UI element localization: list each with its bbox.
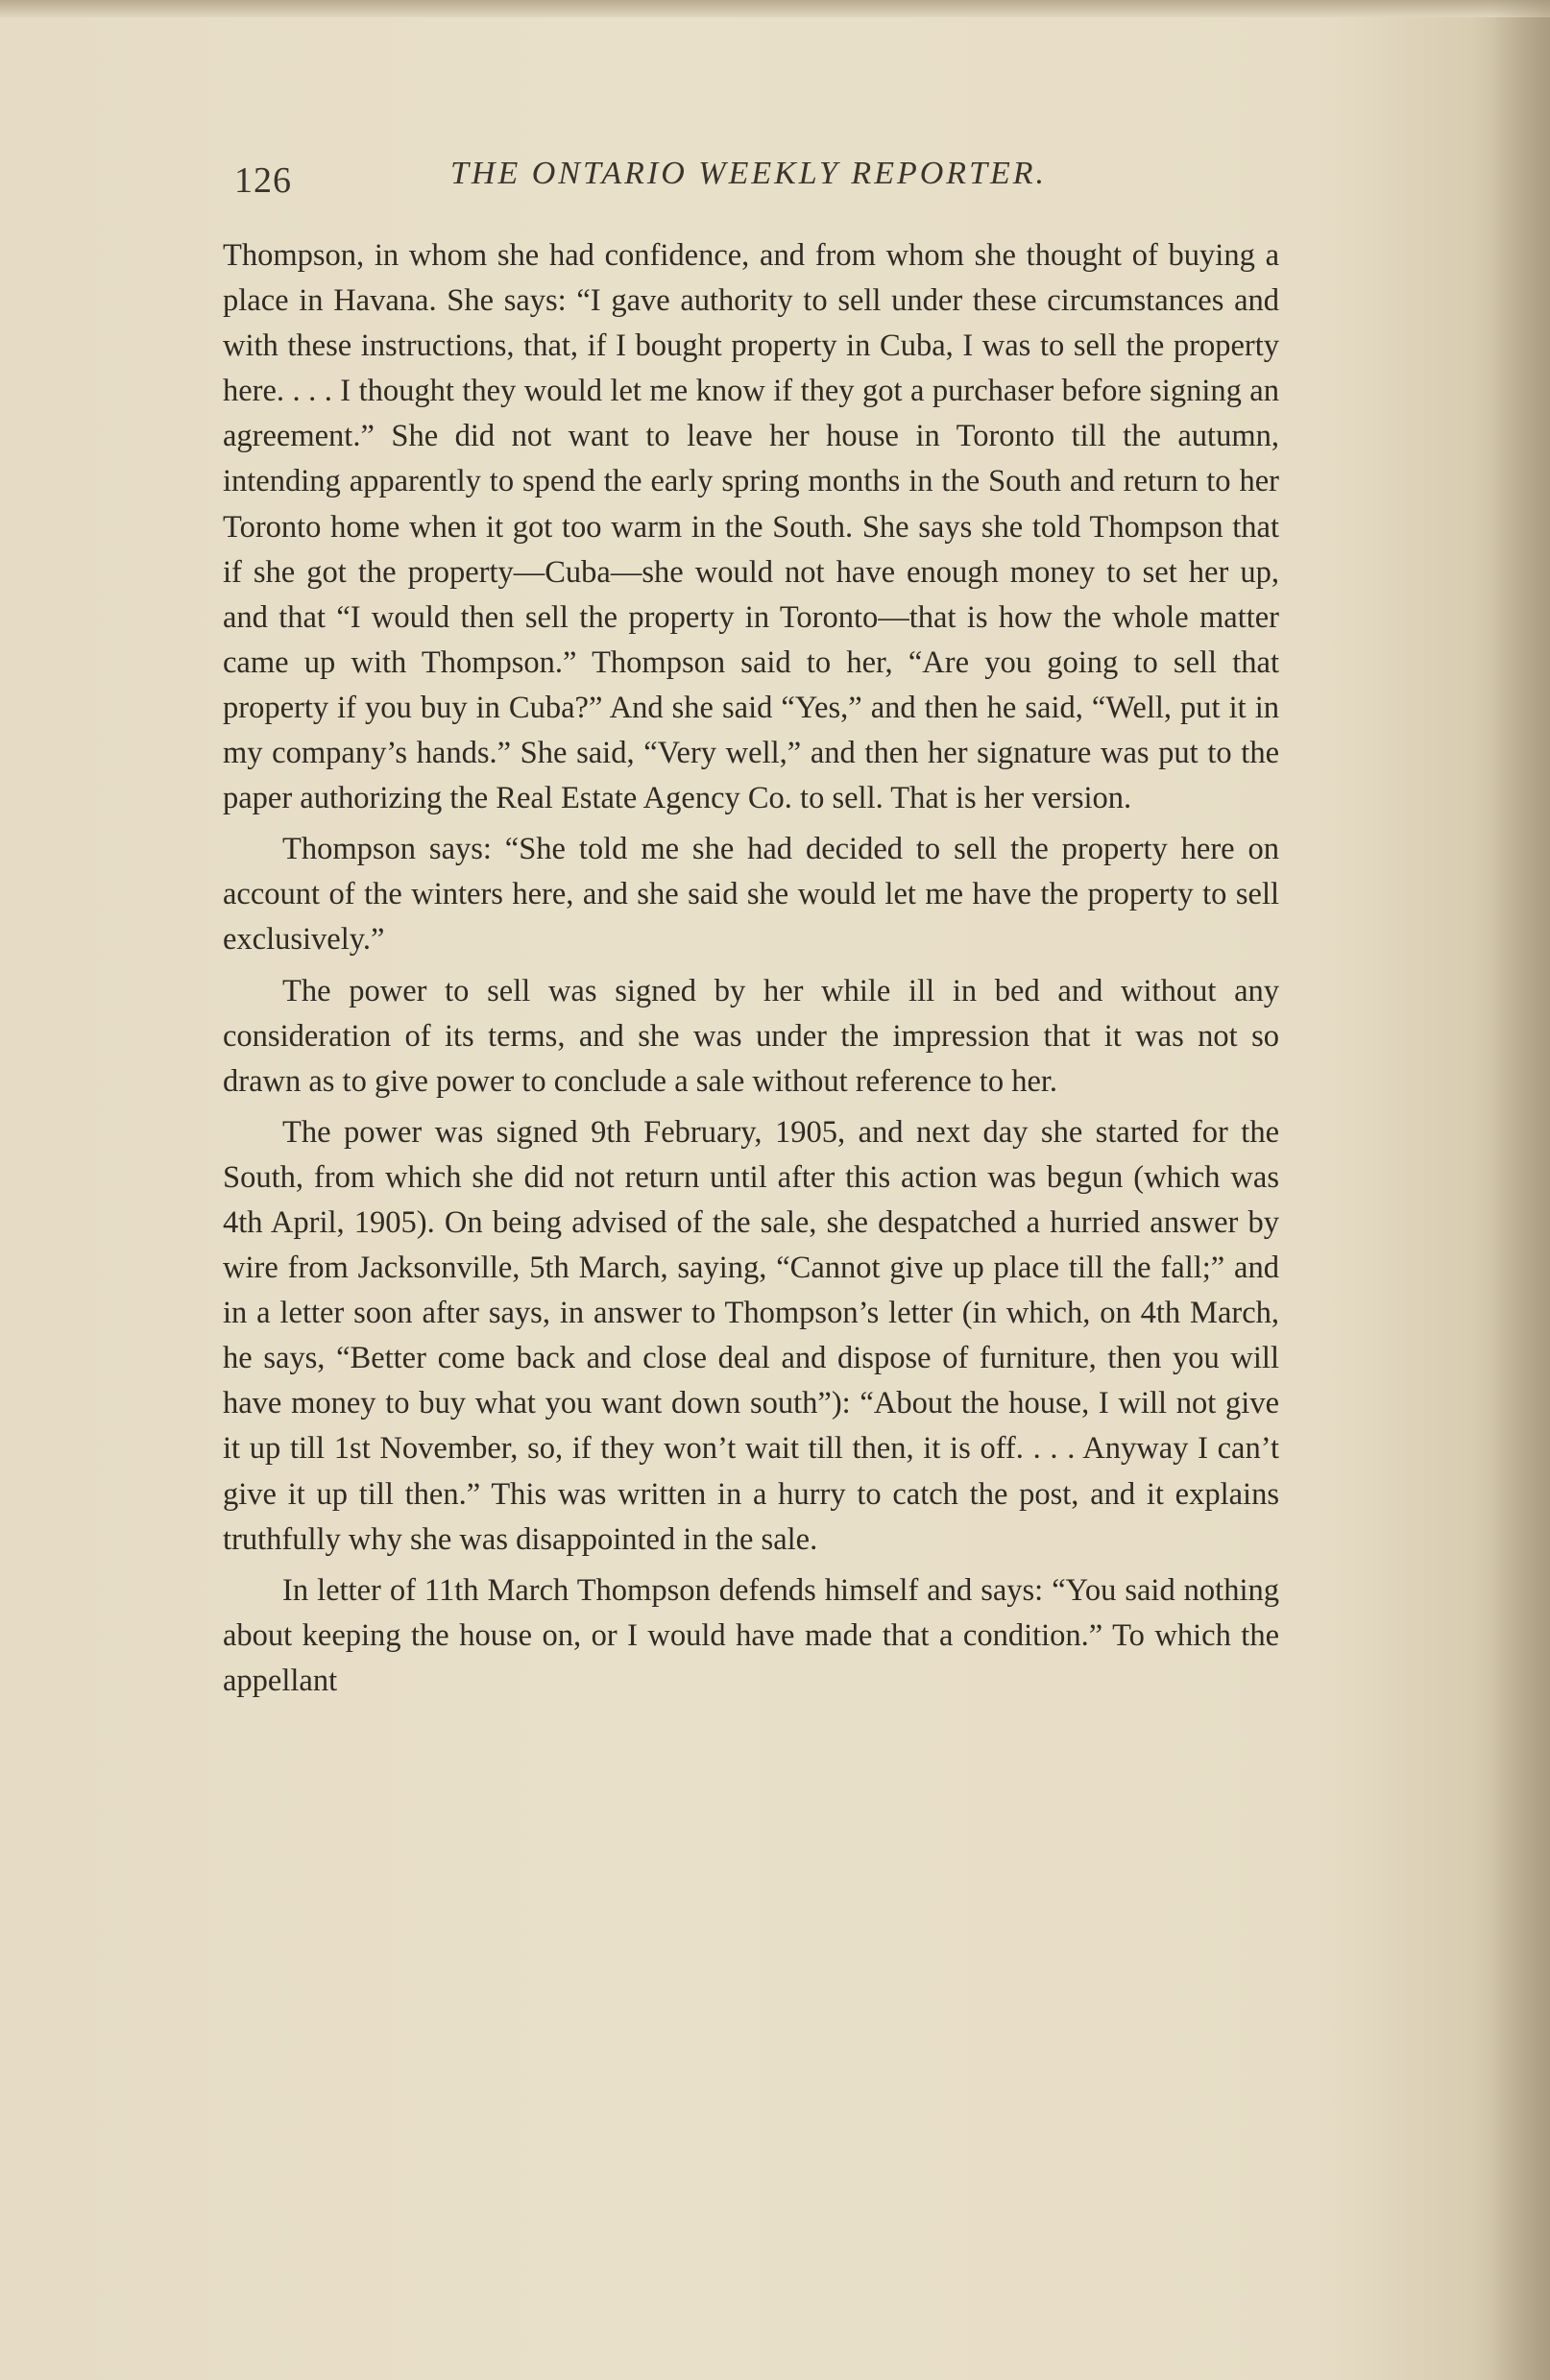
- paragraph-4: The power was signed 9th February, 1905, and next day she started for the South, from which she did not return until after this action was begun (which was 4th April, 1905). On being advised of the sale, she despatched a hurried answer by wire from Jacksonville, 5th March, saying, “Cannot give up place till the fall;” and in a letter soon after says, in answer to Thompson’s letter (in which, on 4th March, he says, “Better come back and close deal and dispose of furniture, then you will have money to buy what you want down south”): “About the house, I will not give it up till 1st November, so, if they won’t wait till then, it is off. . . . Anyway I can’t give it up till then.” This was written in a hurry to catch the post, and it explains truthfully why she was disappointed in the sale.: [223, 1114, 1279, 1557]
- paragraph-3: The power to sell was signed by her while ill in bed and without any consideration of its terms, and she was under the impression that it was not so drawn as to give power to conclude a sale without reference to her.: [223, 973, 1279, 1099]
- paragraph-1: Thompson, in whom she had confidence, and from whom she thought of buying a place in Havana. She says: “I gave authority to sell under these circumstances and with these instructions, that, if I bought property in Cuba, I was to sell the property here. . . . I thought they would let me know if they got a purchaser before signing an agreement.” She did not want to leave her house in Toronto till the autumn, intending apparently to spend the early spring months in the South and return to her Toronto home when it got too warm in the South. She says she told Thompson that if she got the property—Cuba—she would not have enough money to set her up, and that “I would then sell the property in Toronto—that is how the whole matter came up with Thompson.” Thompson said to her, “Are you going to sell that property if you buy in Cuba?” And she said “Yes,” and then he said, “Well, put it in my company’s hands.” She said, “Very well,” and then her signature was put to the paper authorizing the Real Estate Agency Co. to sell. That is her version.: [223, 238, 1279, 816]
- paragraph-5: In letter of 11th March Thompson defends himself and says: “You said nothing about keeping the house on, or I would have made that a condition.” To which the appellant: [223, 1572, 1279, 1698]
- page-number: 126: [234, 160, 292, 201]
- body-text: [223, 233, 1279, 1710]
- page-spine-shadow: [1492, 0, 1550, 2380]
- page-header: [234, 156, 1276, 213]
- page-top-edge: [0, 0, 1550, 17]
- running-title: THE ONTARIO WEEKLY REPORTER.: [450, 156, 1048, 191]
- paragraph-2: Thompson says: “She told me she had decided to sell the property here on account of the winters here, and she said she would let me have the property to sell exclusively.”: [223, 832, 1279, 958]
